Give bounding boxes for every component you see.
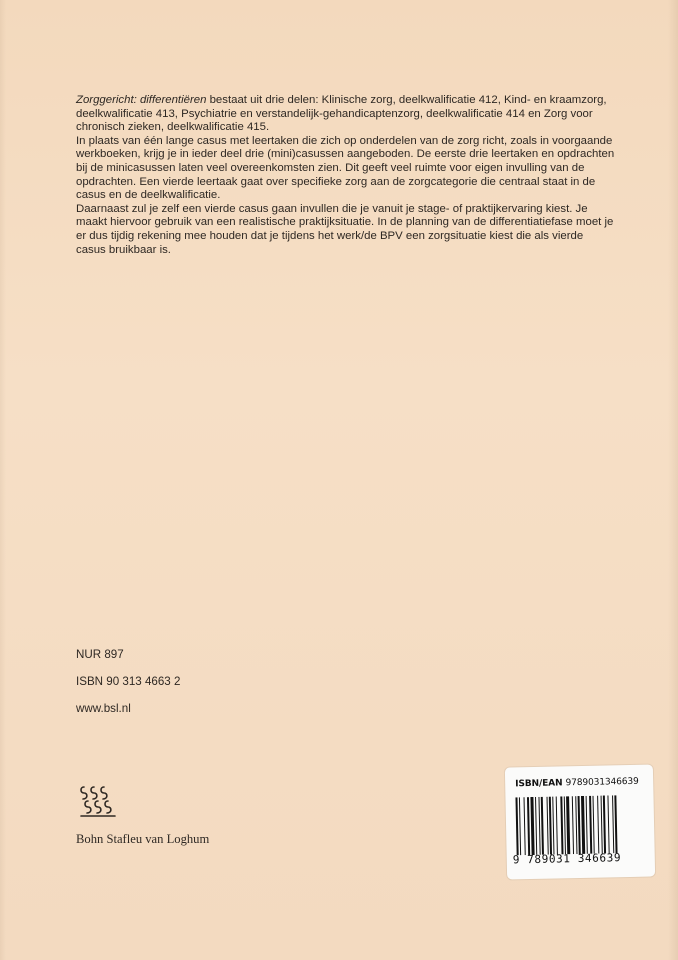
barcode-bar: [607, 795, 609, 853]
barcode-bar: [515, 797, 518, 855]
barcode-bar: [564, 796, 566, 854]
barcode-bar: [552, 797, 554, 855]
barcode-bar: [572, 796, 574, 854]
blurb-paragraph-2: In plaats van één lange casus met leertaken die zich op onderdelen van de zorg richt, zoals in voorgaande werkboeken, krijg je in ieder deel drie (mini)casussen aangeboden. De eerste drie leertaken en opdrachten bij de minicasussen laten veel overeenkomsten zien. Dit geeft veel ruimte voor eigen invulling van de opdrachten. Een vierde leertaak gaat over specifieke zorg aan de zorgcategorie die centraal staat in de casus en de deelkwalificatie.: [76, 134, 615, 202]
blurb-paragraph-1-rest: bestaat uit drie delen: Klinische zorg, deelkwalificatie 412, Kind- en kraamzorg, deelkwalificatie 413, Psychiatrie en verstandelijk-gehandicaptenzorg, deelkwalificatie 414 en Zorg voor chronisch zieken, deelkwalificatie 415.: [76, 94, 607, 134]
barcode-bar: [603, 795, 606, 853]
barcode-bar: [597, 796, 599, 854]
publisher-name: Bohn Stafleu van Loghum: [76, 832, 210, 846]
isbn-ean-prefix: ISBN/EAN: [515, 778, 563, 790]
barcode-bar: [519, 797, 521, 855]
barcode-bar: [586, 796, 588, 854]
website-link[interactable]: www.bsl.nl: [76, 702, 131, 715]
barcode-bar: [560, 796, 563, 854]
publisher-logo-icon: [78, 783, 118, 819]
isbn-ean-label: [515, 777, 639, 790]
cover-left-shadow: [0, 0, 6, 960]
isbn-ean-number: 9789031346639: [565, 776, 639, 789]
back-cover-blurb: [76, 94, 616, 257]
book-title-italic: Zorggericht: differentiëren: [76, 94, 207, 106]
barcode-bar: [549, 797, 552, 855]
cover-right-shadow: [668, 0, 678, 960]
barcode-bar: [530, 797, 534, 855]
barcode-bar: [614, 795, 617, 853]
barcode-bar: [527, 797, 530, 855]
barcode-bar: [593, 796, 595, 854]
isbn-text: ISBN 90 313 4663 2: [76, 675, 181, 688]
barcode-digits: 9 789031 346639: [512, 851, 622, 867]
barcode-bar: [566, 796, 570, 854]
barcode-bar: [612, 795, 614, 853]
blurb-paragraph-1: [76, 94, 616, 135]
barcode-bar: [589, 796, 592, 854]
barcode-bar: [581, 796, 585, 854]
barcode-bar: [578, 796, 581, 854]
book-metadata: [76, 647, 180, 728]
barcode-bar: [547, 797, 549, 855]
barcode-sticker: [505, 764, 655, 879]
barcode-bar: [541, 797, 544, 855]
barcode-bar: [575, 796, 577, 854]
nur-code: NUR 897: [76, 648, 124, 661]
barcode-bar: [601, 796, 603, 854]
barcode-icon: [513, 795, 646, 856]
barcode-bar: [538, 797, 540, 855]
barcode-bar: [556, 796, 558, 854]
barcode-bar: [535, 797, 537, 855]
blurb-paragraph-3: Daarnaast zul je zelf een vierde casus gaan invullen die je vanuit je stage- of praktijkervaring kiest. Je maakt hiervoor gebruik van een realistische praktijksituatie. In de planning van de differentiatiefase moet je er dus tijdig rekening mee houden dat je tijdens het werk/de BPV een zorgsituatie kiest die als vierde casus bruikbaar is.: [76, 202, 614, 256]
barcode-bar: [524, 797, 526, 855]
